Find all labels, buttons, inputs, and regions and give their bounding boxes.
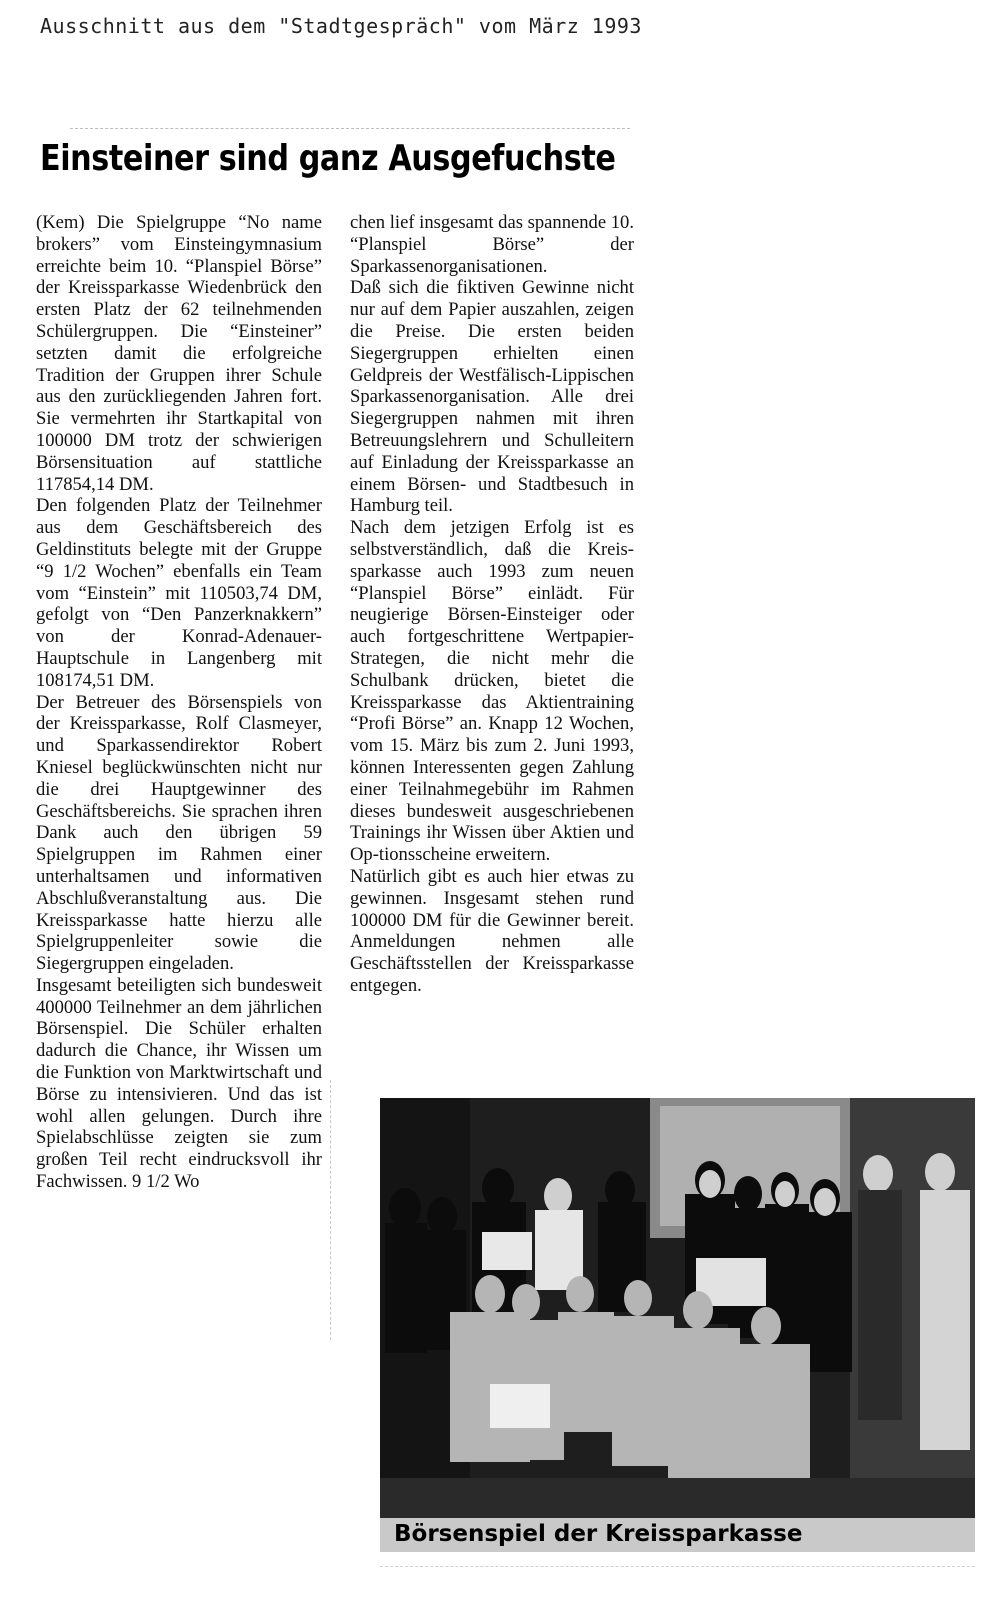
group-photo-illustration xyxy=(380,1098,975,1518)
column-rule xyxy=(330,1080,331,1340)
photo-caption-bar xyxy=(380,1518,975,1552)
article-paragraph: Der Betreuer des Börsenspiels von der Kreissparkasse, Rolf Clasmeyer, und Sparkassendirektor Robert Kniesel beglückwünschten nicht nur die drei Hauptgewinner des Geschäftsbereichs. Sie sprachen ihren Dank auch den übrigen 59 Spielgruppen im Rahmen einer unterhaltsamen und informativen Abschlußveranstaltung aus. Die Kreissparkasse hatte hierzu alle Spielgruppenleiter sowie die Siegergruppen eingeladen. xyxy=(36,691,322,975)
source-line: Ausschnitt aus dem "Stadtgespräch" vom März 1993 xyxy=(40,14,642,38)
article-paragraph: Nach dem jetzigen Erfolg ist es selbstverständlich, daß die Kreissparkasse auch 1993 zum neuen “Planspiel Börse” einlädt. Für neugierige Börsen-Einsteiger oder auch fortgeschrittene Wertpapier-Strategen, die nicht mehr die Schulbank drücken, bietet die Kreissparkasse das Aktientraining “Profi Börse” an. Knapp 12 Wochen, vom 15. März bis zum 2. Juni 1993, können Interessenten gegen Zahlung einer Teilnahmegebühr im Rahmen dieses bundesweit ausgeschriebenen Trainings ihr Wissen über Aktien und Op-tionsscheine erweitern. xyxy=(350,517,634,866)
headline: Einsteiner sind ganz Ausgefuchste xyxy=(40,138,616,179)
article-paragraph: chen lief insgesamt das spannende 10. “Planspiel Börse” der Sparkassenorganisationen. xyxy=(350,212,634,277)
article-paragraph: Daß sich die fiktiven Gewinne nicht nur auf dem Papier auszahlen, zeigen die Preise. Die ersten beiden Siegergruppen erhielten einen Geldpreis der Westfälisch-Lippischen Sparkassenorganisation. Alle drei Siegergruppen nahmen mit ihren Betreuungslehrern und Schulleitern auf Einladung der Kreissparkasse an einem Börsen- und Stadtbesuch in Hamburg teil. xyxy=(350,277,634,517)
group-photo xyxy=(380,1098,975,1518)
cut-line-divider xyxy=(70,128,630,129)
cut-line-bottom xyxy=(380,1566,975,1567)
article-column-left xyxy=(36,212,322,1193)
photo-caption: Börsenspiel der Kreissparkasse xyxy=(394,1521,803,1547)
article-paragraph: Natürlich gibt es auch hier etwas zu gewinnen. Insgesamt stehen rund 100000 DM für die Gewinner bereit. Anmeldungen nehmen alle Geschäftsstellen der Kreissparkasse entgegen. xyxy=(350,865,634,996)
article-paragraph: Insgesamt beteiligten sich bundesweit 400000 Teilnehmer an dem jährlichen Börsenspiel. Die Schüler erhalten dadurch die Chance, ihr Wissen um die Funktion von Marktwirtschaft und Börse zu intensivieren. Und das ist wohl allen gelungen. Durch ihre Spielabschlüsse zeigten sie zum großen Teil recht eindrucksvoll ihr Fachwissen. 9 1/2 Wo xyxy=(36,974,322,1193)
article-paragraph: (Kem) Die Spielgruppe “No name brokers” vom Einsteingymnasium erreichte beim 10. “Planspiel Börse” der Kreissparkasse Wiedenbrück den ersten Platz der 62 teilnehmenden Schülergruppen. Die “Einsteiner” setzten damit die erfolgreiche Tradition der Gruppen ihrer Schule aus den zurückliegenden Jahren fort. Sie vermehrten ihr Startkapital von 100000 DM trotz der schwierigen Börsensituation auf stattliche 117854,14 DM. xyxy=(36,212,322,495)
article-column-right xyxy=(350,212,634,997)
article-paragraph: Den folgenden Platz der Teilnehmer aus dem Geschäftsbereich des Geldinstituts belegte mit der Gruppe “9 1/2 Wochen” ebenfalls ein Team vom “Einstein” mit 110503,74 DM, gefolgt von “Den Panzerknakkern” von der Konrad-Adenauer-Hauptschule in Langenberg mit 108174,51 DM. xyxy=(36,495,322,691)
